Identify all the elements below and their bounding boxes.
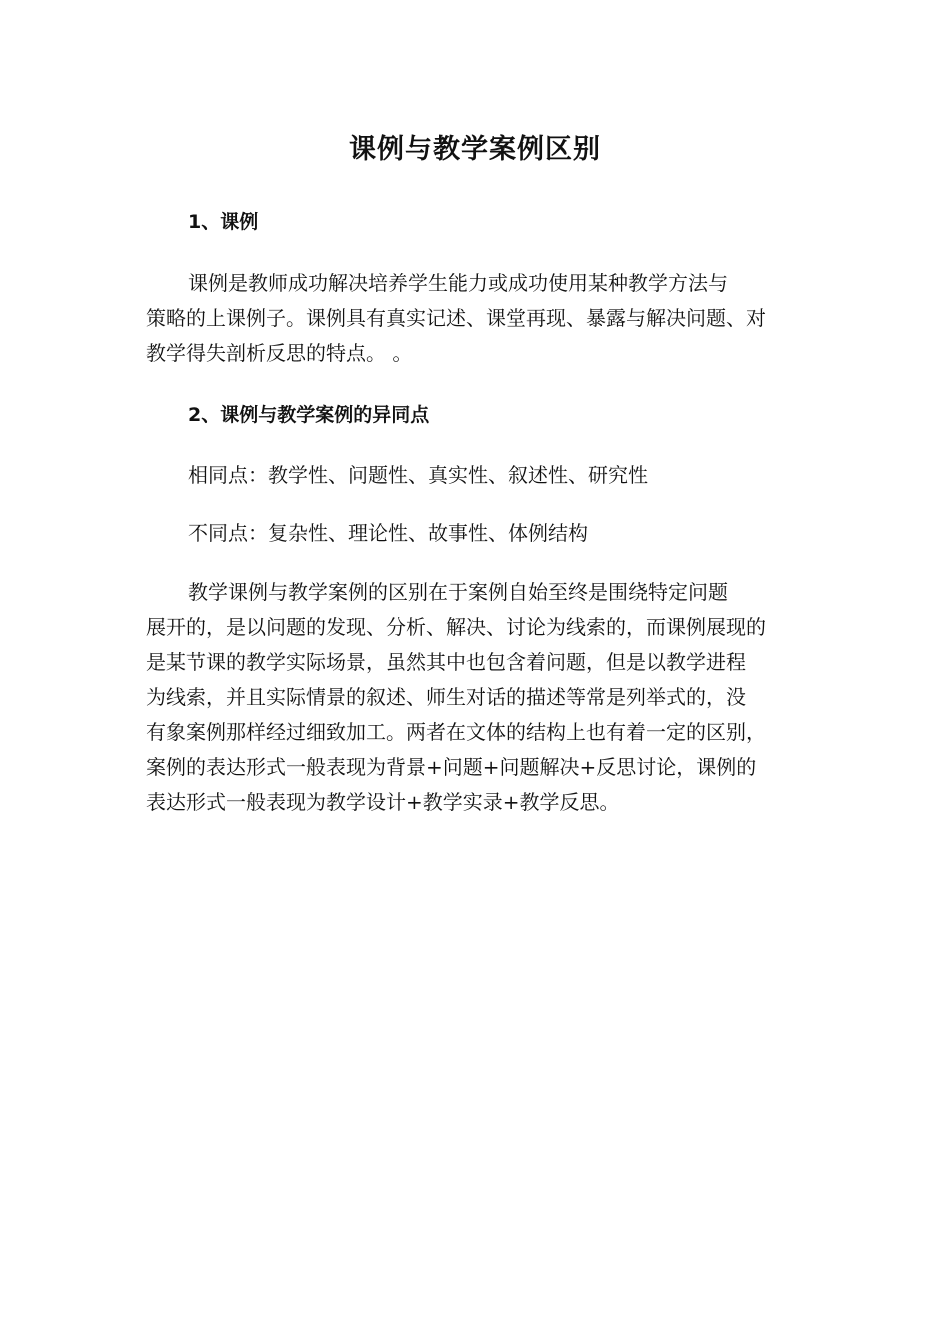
paragraph-line: 案例的表达形式一般表现为背景+问题+问题解决+反思讨论，课例的: [146, 755, 757, 779]
paragraph-line: 有象案例那样经过细致加工。两者在文体的结构上也有着一定的区别，: [146, 720, 766, 744]
paragraph-line: 展开的，是以问题的发现、分析、解决、讨论为线索的，而课例展现的: [146, 615, 766, 639]
paragraph-line: 课例是教师成功解决培养学生能力或成功使用某种教学方法与: [188, 271, 728, 295]
section1-paragraph: [146, 266, 811, 371]
differences-line: 不同点：复杂性、理论性、故事性、体例结构: [188, 521, 588, 545]
similarities-line: 相同点：教学性、问题性、真实性、叙述性、研究性: [188, 463, 648, 487]
paragraph-line: 策略的上课例子。课例具有真实记述、课堂再现、暴露与解决问题、对: [146, 306, 766, 330]
section2-paragraph: [146, 575, 811, 820]
paragraph-line: 为线索，并且实际情景的叙述、师生对话的描述等常是列举式的，没: [146, 685, 746, 709]
section-heading-1: 1、课例: [188, 211, 259, 233]
paragraph-line: 教学课例与教学案例的区别在于案例自始至终是围绕特定问题: [188, 580, 728, 604]
document-title: 课例与教学案例区别: [349, 134, 601, 165]
paragraph-line: 是某节课的教学实际场景，虽然其中也包含着问题，但是以教学进程: [146, 650, 746, 674]
paragraph-line: 表达形式一般表现为教学设计+教学实录+教学反思。: [146, 790, 620, 814]
section-heading-2: 2、课例与教学案例的异同点: [188, 404, 430, 426]
paragraph-line: 教学得失剖析反思的特点。 。: [146, 341, 413, 365]
